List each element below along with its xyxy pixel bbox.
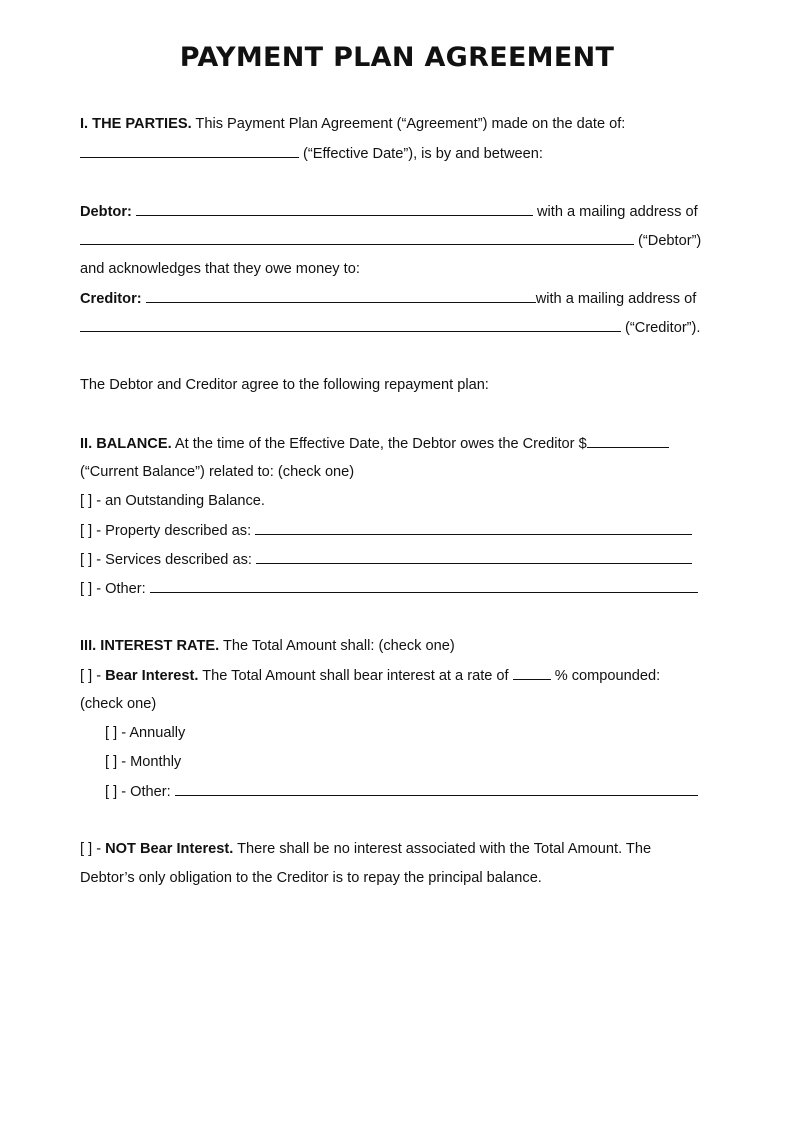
debtor-label: Debtor: — [80, 204, 132, 220]
balance-amount-field[interactable] — [587, 433, 669, 448]
document-title: PAYMENT PLAN AGREEMENT — [179, 42, 615, 73]
balance-text-2: (“Current Balance”) related to: (check one) — [80, 464, 355, 480]
creditor-line-2 — [80, 317, 700, 337]
balance-line-1 — [80, 433, 669, 453]
compound-option-other-label: [ ] - Other: — [105, 784, 175, 800]
balance-text-1: At the time of the Effective Date, the Debtor owes the Creditor $ — [171, 436, 587, 452]
not-bear-interest-label: NOT Bear Interest. — [105, 841, 234, 857]
debtor-line-2 — [80, 230, 701, 250]
bear-checkbox[interactable]: [ ] - — [80, 668, 106, 684]
interest-option-not-bear[interactable] — [80, 839, 651, 859]
creditor-line-1 — [80, 288, 696, 308]
bear-interest-label: Bear Interest. — [105, 668, 199, 684]
parties-text-2: (“Effective Date”), is by and between: — [299, 146, 543, 162]
not-bear-text-1: There shall be no interest associated with the Total Amount. The — [233, 841, 652, 857]
balance-heading: II. BALANCE. — [80, 436, 172, 452]
creditor-mailing-text: with a mailing address of — [535, 291, 697, 307]
creditor-address-field[interactable] — [80, 317, 621, 332]
balance-option-property-label: [ ] - Property described as: — [80, 523, 256, 539]
property-description-field[interactable] — [255, 520, 692, 535]
debtor-mailing-text: with a mailing address of — [532, 204, 698, 220]
debtor-name-field[interactable] — [136, 201, 533, 216]
interest-option-bear[interactable] — [80, 665, 660, 685]
bear-interest-suffix: % compounded: — [550, 668, 661, 684]
interest-line-1 — [80, 636, 455, 656]
services-description-field[interactable] — [256, 549, 692, 564]
balance-option-services-label: [ ] - Services described as: — [80, 552, 257, 568]
parties-line-2 — [80, 143, 543, 163]
creditor-name-field[interactable] — [146, 288, 536, 303]
parties-line-1 — [80, 114, 625, 134]
effective-date-field[interactable] — [80, 143, 299, 158]
compound-option-annually[interactable]: [ ] - Annually — [105, 725, 186, 741]
compound-option-other[interactable] — [105, 781, 698, 801]
balance-option-outstanding[interactable]: [ ] - an Outstanding Balance. — [80, 493, 265, 509]
balance-other-field[interactable] — [150, 578, 698, 593]
bear-interest-text: The Total Amount shall bear interest at a rate of — [198, 668, 513, 684]
not-bear-checkbox[interactable]: [ ] - — [80, 841, 106, 857]
balance-option-property[interactable] — [80, 520, 692, 540]
debtor-address-field[interactable] — [80, 230, 634, 245]
compound-other-field[interactable] — [175, 781, 698, 796]
balance-option-other-label: [ ] - Other: — [80, 581, 150, 597]
interest-rate-field[interactable] — [513, 665, 551, 680]
agree-text: The Debtor and Creditor agree to the following repayment plan: — [80, 377, 489, 393]
bear-check-one: (check one) — [80, 696, 157, 712]
parties-heading: I. THE PARTIES. — [80, 116, 192, 132]
interest-text-1: The Total Amount shall: (check one) — [219, 638, 455, 654]
not-bear-text-2: Debtor’s only obligation to the Creditor is to repay the principal balance. — [80, 870, 542, 886]
balance-option-other[interactable] — [80, 578, 698, 598]
acknowledge-text: and acknowledges that they owe money to: — [80, 261, 360, 277]
debtor-tag: (“Debtor”) — [634, 233, 702, 249]
interest-heading: III. INTEREST RATE. — [80, 638, 220, 654]
creditor-label: Creditor: — [80, 291, 142, 307]
parties-text-1: This Payment Plan Agreement (“Agreement”) made on the date of: — [191, 116, 626, 132]
debtor-line-1 — [80, 201, 698, 221]
compound-option-monthly[interactable]: [ ] - Monthly — [105, 754, 182, 770]
balance-option-services[interactable] — [80, 549, 692, 569]
creditor-tag: (“Creditor”). — [621, 320, 701, 336]
